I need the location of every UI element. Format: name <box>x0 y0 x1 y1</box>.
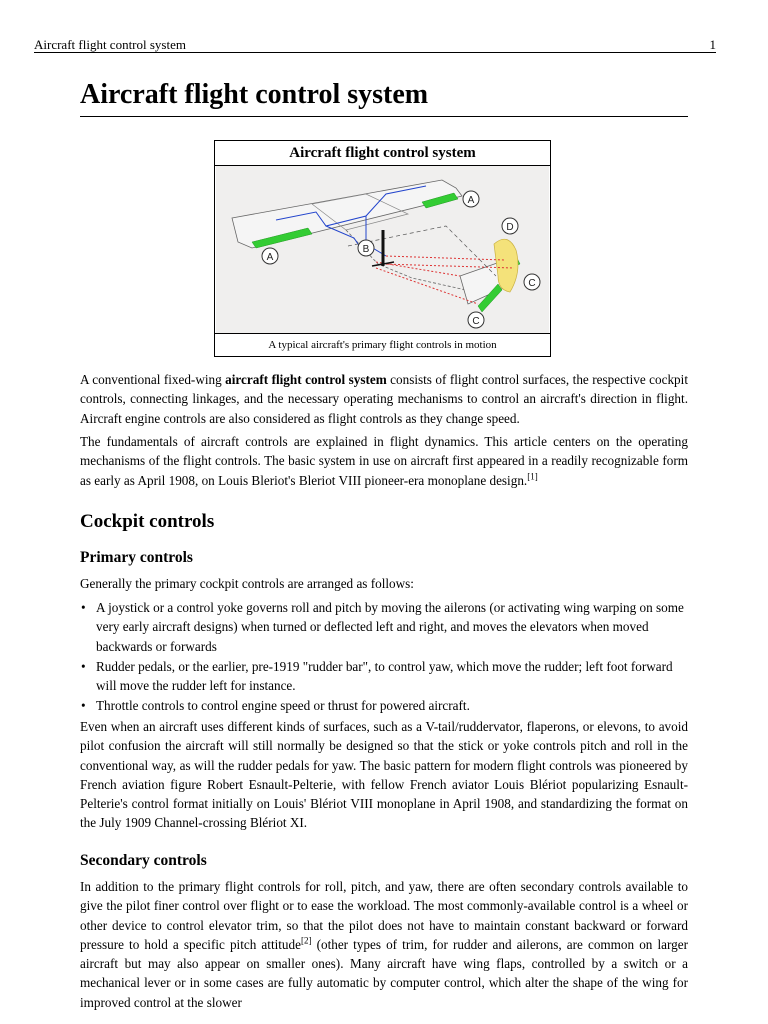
main-wing-outline <box>232 180 462 248</box>
list-item: • A joystick or a control yoke governs roll and pitch by moving the ailerons (or activating wing warping on some very early aircraft designs) when turned or deflected left and right, and moves the elevators when moved backwards or forwards <box>81 600 684 654</box>
svg-text:D: D <box>506 222 514 233</box>
label-b <box>358 240 374 256</box>
flight-control-diagram-svg <box>216 166 549 334</box>
running-header-title: Aircraft flight control system <box>34 37 186 52</box>
primary-paragraph: Even when an aircraft uses different kinds of surfaces, such as a V-tail/ruddervator, flaperons, or elevons, to avoid pilot confusion the aircraft will still normally be designed so that the stick or yoke controls pitch and roll in the conventional way, as will the rudder pedals for yaw. The basic pattern for modern flight controls was pioneered by French aviation figure Robert Esnault-Pelterie, with fellow French aviator Louis Blériot popularizing Esnault-Pelterie's control format initially on Louis' Blériot VIII monoplane in April 1908, and standardizing the format on the July 1909 Channel-crossing Blériot XI. <box>80 719 688 831</box>
infobox-title: Aircraft flight control system <box>215 141 550 166</box>
label-d <box>502 218 518 234</box>
section-heading-cockpit-controls: Cockpit controls <box>80 511 215 532</box>
label-a-left <box>262 248 278 264</box>
svg-text:C: C <box>528 278 536 289</box>
primary-lead: Generally the primary cockpit controls are arranged as follows: <box>80 576 414 591</box>
infobox <box>214 140 551 357</box>
list-item: • Throttle controls to control engine speed or thrust for powered aircraft. <box>81 698 470 714</box>
infobox-caption: A typical aircraft's primary flight controls in motion <box>215 333 550 356</box>
svg-text:A: A <box>266 252 274 263</box>
intro-paragraph-1: A conventional fixed-wing aircraft flight control system consists of flight control surfaces, the respective cockpit controls, connecting linkages, and the necessary operating mechanisms to control an aircraft's direction in flight. Aircraft engine controls are also considered as flight controls as they change speed. <box>80 372 688 426</box>
bold-term: aircraft flight control system <box>225 372 387 387</box>
label-a-right <box>463 191 479 207</box>
svg-text:B: B <box>362 244 370 255</box>
primary-controls-list <box>80 598 688 717</box>
citation-2[interactable]: [2] <box>300 935 312 946</box>
running-header <box>34 36 716 53</box>
subsection-heading-primary-controls: Primary controls <box>80 549 193 566</box>
fuselage-lower-outline <box>346 230 466 290</box>
svg-text:C: C <box>472 316 480 327</box>
subsection-heading-secondary-controls: Secondary controls <box>80 852 207 869</box>
list-item: • Rudder pedals, or the earlier, pre-1919 "rudder bar", to control yaw, which move the rudder; left foot forward will move the rudder left for instance. <box>81 658 673 694</box>
label-c-bottom <box>468 312 484 328</box>
flight-control-diagram[interactable] <box>216 166 549 334</box>
intro-paragraph-2: The fundamentals of aircraft controls are explained in flight dynamics. This article centers on the operating mechanisms of the flight controls. The basic system in use on aircraft first appeared in a readily recognizable form as early as April 1908, on Louis Bleriot's Bleriot VIII pioneer-era monoplane design.[1] <box>80 434 688 488</box>
citation-1[interactable]: [1] <box>527 471 538 482</box>
secondary-paragraph: In addition to the primary flight controls for roll, pitch, and yaw, there are often secondary controls available to give the pilot finer control over flight or to ease the workload. The most commonly-available control is a wheel or other device to control elevator trim, so that the pilot does not have to maintain constant backward or forward pressure to hold a specific pitch attitude[2] (other types of trim, for rudder and ailerons, are common on larger aircraft but may also appear on smaller ones). Many aircraft have wing flaps, controlled by a switch or a mechanical lever or in some cases are fully automatic by computer control, which alter the shape of the wing for improved control at the slower <box>80 879 689 1010</box>
page-number: 1 <box>709 37 716 52</box>
page-title: Aircraft flight control system <box>80 78 688 117</box>
label-c-tail <box>524 274 540 290</box>
svg-text:A: A <box>467 195 475 206</box>
